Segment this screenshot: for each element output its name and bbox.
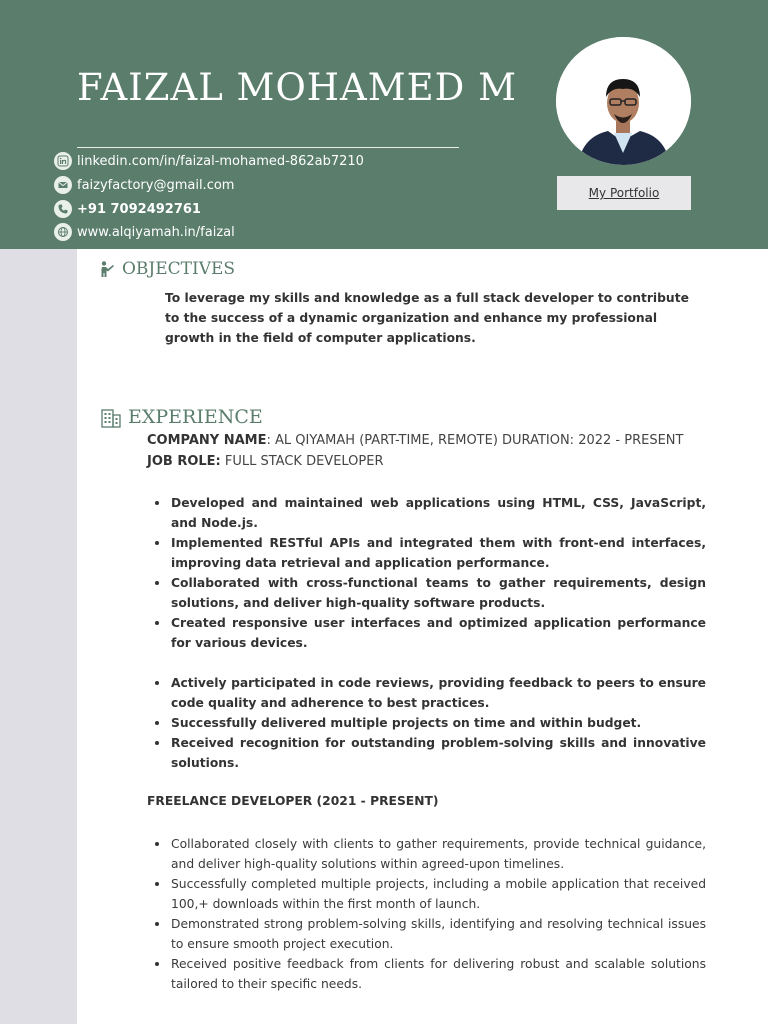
person-pointing-icon	[99, 260, 117, 278]
company-value: : AL QIYAMAH (PART-TIME, REMOTE) DURATION: 2022 - PRESENT	[266, 433, 684, 448]
list-item: Demonstrated strong problem-solving skills, identifying and resolving technical issues to ensure smooth project execution.	[153, 914, 706, 954]
list-item: Developed and maintained web applications using HTML, CSS, JavaScript, and Node.js.	[153, 493, 706, 533]
candidate-name: FAIZAL MOHAMED M	[77, 66, 517, 109]
company-label: COMPANY NAME	[147, 433, 267, 448]
list-item: Implemented RESTful APIs and integrated them with front-end interfaces, improving data retrieval and application performance.	[153, 533, 706, 573]
mail-icon	[54, 176, 72, 194]
website-text[interactable]: www.alqiyamah.in/faizal	[77, 224, 235, 240]
building-icon	[99, 405, 123, 429]
role-label: JOB ROLE:	[147, 454, 221, 469]
linkedin-text[interactable]: linkedin.com/in/faizal-mohamed-862ab7210	[77, 153, 364, 169]
list-item: Successfully completed multiple projects, including a mobile application that received 100,+ downloads within the first month of launch.	[153, 874, 706, 914]
company-line	[147, 433, 683, 448]
list-item: Collaborated with cross-functional teams to gather requirements, design solutions, and deliver high-quality software products.	[153, 573, 706, 613]
experience-bullets-1	[153, 493, 706, 653]
list-item: Created responsive user interfaces and optimized application performance for various devices.	[153, 613, 706, 653]
contact-linkedin[interactable]	[54, 151, 364, 171]
email-text[interactable]: faizyfactory@gmail.com	[77, 177, 235, 193]
profile-photo	[556, 37, 691, 165]
objectives-heading	[99, 259, 235, 279]
portfolio-button[interactable]: My Portfolio	[557, 176, 691, 210]
freelance-title: FREELANCE DEVELOPER (2021 - PRESENT)	[147, 794, 439, 808]
experience-title: EXPERIENCE	[128, 406, 263, 428]
experience-heading	[99, 405, 263, 429]
experience-bullets-2	[153, 673, 706, 773]
list-item: Actively participated in code reviews, providing feedback to peers to ensure code quality and adherence to best practices.	[153, 673, 706, 713]
objectives-title: OBJECTIVES	[122, 259, 236, 279]
role-line	[147, 454, 384, 469]
globe-icon	[54, 223, 72, 241]
list-item: Collaborated closely with clients to gather requirements, provide technical guidance, and deliver high-quality solutions within agreed-upon timelines.	[153, 834, 706, 874]
contact-email[interactable]	[54, 175, 234, 195]
contact-website[interactable]	[54, 222, 235, 242]
list-item: Successfully delivered multiple projects on time and within budget.	[153, 713, 706, 733]
side-strip	[0, 249, 77, 1024]
list-item: Received positive feedback from clients for delivering robust and scalable solutions tailored to their specific needs.	[153, 954, 706, 994]
role-value: FULL STACK DEVELOPER	[220, 454, 384, 469]
name-divider	[77, 147, 459, 148]
phone-icon	[54, 200, 72, 218]
list-item: Received recognition for outstanding problem-solving skills and innovative solutions.	[153, 733, 706, 773]
freelance-bullets	[153, 834, 706, 994]
linkedin-icon	[54, 152, 72, 170]
phone-text[interactable]: +91 7092492761	[77, 201, 201, 217]
objective-text: To leverage my skills and knowledge as a full stack developer to contribute to the success of a dynamic organization and enhance my professional growth in the field of computer applications.	[165, 291, 689, 345]
contact-phone[interactable]	[54, 199, 201, 219]
